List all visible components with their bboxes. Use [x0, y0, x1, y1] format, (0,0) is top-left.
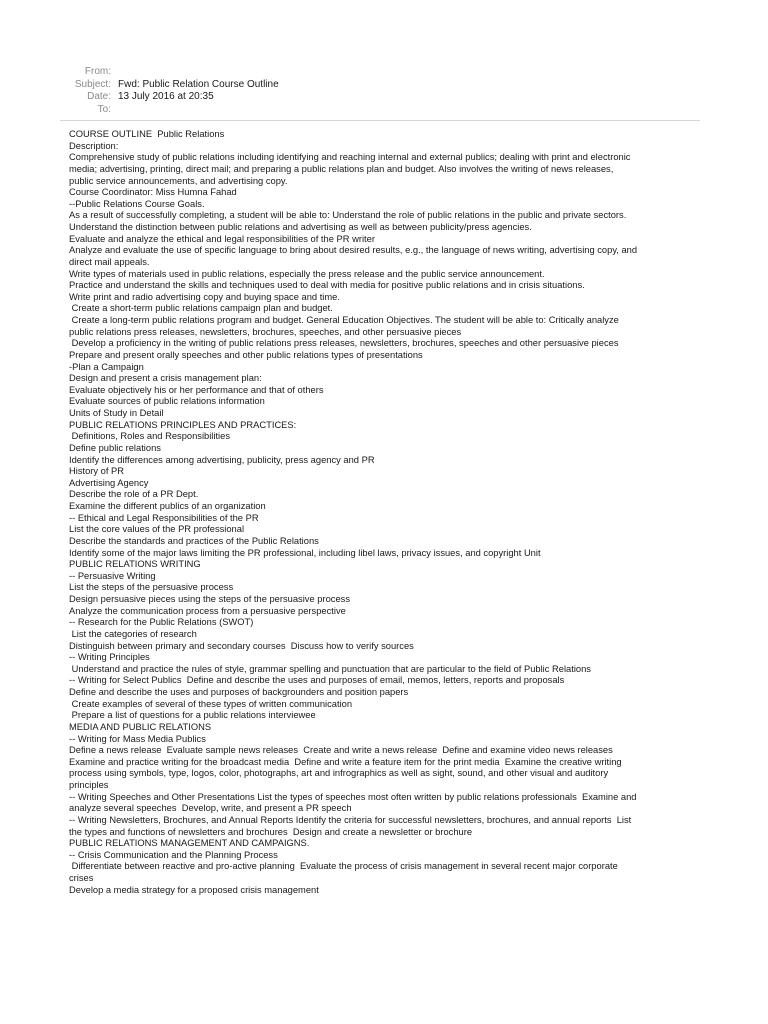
body-line: Define public relations: [69, 442, 161, 453]
body-line: -Plan a Campaign: [69, 361, 144, 372]
body-line: List the core values of the PR professional: [69, 524, 245, 535]
body-line: Units of Study in Detail: [69, 408, 164, 418]
body-line: -- Research for the Public Relations (SWOT): [69, 617, 254, 628]
email-header: [60, 66, 700, 116]
body-line: -- Crisis Communication and the Planning Process: [69, 849, 278, 860]
body-line: -- Writing for Mass Media Publics: [69, 733, 206, 744]
body-line: Evaluate and analyze the ethical and legal responsibilities of the PR writer: [69, 233, 375, 244]
subject-label: Subject:: [74, 78, 111, 90]
body-line: Distinguish between primary and secondary courses Discuss how to verify sources: [69, 640, 414, 651]
body-line: Create examples of several of these types of written communication: [69, 698, 353, 709]
body-line: History of PR: [69, 466, 125, 477]
body-line: Advertising Agency: [69, 477, 149, 488]
body-line: Understand and practice the rules of style, grammar spelling and punctuation that are particular to the field of Public Relations: [69, 663, 591, 674]
body-line: Examine the different publics of an organization: [69, 501, 266, 511]
body-line: Develop a proficiency in the writing of public relations press releases, newsletters, brochures, speeches and other persuasive pieces: [69, 338, 619, 349]
body-line: Course Coordinator: Miss Humna Fahad: [69, 187, 237, 198]
date-row: [60, 91, 700, 104]
body-line: Identify the differences among advertising, publicity, press agency and PR: [69, 454, 375, 465]
body-line: PUBLIC RELATIONS PRINCIPLES AND PRACTICES:: [69, 419, 297, 430]
body-line: List the steps of the persuasive process: [69, 582, 234, 593]
from-label: From:: [84, 66, 111, 77]
date-value: 13 July 2016 at 20:35: [118, 91, 214, 102]
subject-value: Fwd: Public Relation Course Outline: [118, 78, 279, 90]
subject-row: [60, 79, 700, 92]
body-line: -- Ethical and Legal Responsibilities of the PR: [69, 512, 259, 523]
body-line: Practice and understand the skills and techniques used to deal with media for positive public relations and in crisis situations.: [69, 280, 585, 291]
body-line: As a result of successfully completing, a student will be able to: Understand the role of public relations in the public and private sectors.: [69, 210, 627, 221]
body-line: Describe the standards and practices of the Public Relations: [69, 535, 319, 546]
body-line: Comprehensive study of public relations including identifying and reaching internal and external publics; dealing with print and electronic: [69, 152, 631, 163]
to-label: To:: [97, 103, 111, 115]
body-line: -- Writing Speeches and Other Presentations List the types of speeches most often written by public relations professionals Examine and: [69, 791, 637, 802]
date-label: Date:: [87, 91, 111, 102]
body-line: Examine and practice writing for the broadcast media Define and write a feature item for the print media Examine the creative writing: [69, 756, 622, 767]
body-line: Prepare a list of questions for a public relations interviewee: [69, 710, 316, 721]
from-value: [111, 66, 118, 79]
body-line: Evaluate sources of public relations information: [69, 396, 265, 407]
body-line: -- Writing Newsletters, Brochures, and Annual Reports Identify the criteria for successful newsletters, brochures, and annual reports List: [69, 814, 632, 825]
body-line: Describe the role of a PR Dept.: [69, 489, 199, 500]
body-line: Write types of materials used in public relations, especially the press release and the public service announcement.: [69, 268, 545, 279]
body-line: Define a news release Evaluate sample news releases Create and write a news release Define and examine video news releases: [69, 745, 613, 756]
body-line: Design and present a crisis management plan:: [69, 373, 262, 384]
body-line: analyze several speeches Develop, write, and present a PR speech: [69, 803, 352, 814]
body-line: MEDIA AND PUBLIC RELATIONS: [69, 721, 212, 732]
body-line: Develop a media strategy for a proposed crisis management: [69, 884, 319, 895]
body-line: Define and describe the uses and purposes of backgrounders and position papers: [69, 687, 409, 697]
body-line: Analyze the communication process from a persuasive perspective: [69, 605, 346, 616]
body-line: -- Writing for Select Publics Define and describe the uses and purposes of email, memos, letters, reports and proposals: [69, 675, 565, 686]
body-line: Prepare and present orally speeches and other public relations types of presentations: [69, 349, 423, 360]
body-line: Analyze and evaluate the use of specific language to bring about desired results, e.g., the language of news writing, advertising copy, and: [69, 245, 638, 256]
to-row: [60, 104, 700, 117]
body-line: public relations press releases, newsletters, brochures, speeches, and other persuasive pieces: [69, 326, 462, 337]
header-divider: [60, 120, 700, 121]
body-line: process using symbols, type, logos, color, photographs, art and infrographics as well as sight, sound, and other visual and auditory: [69, 768, 609, 779]
body-line: -- Persuasive Writing: [69, 570, 156, 581]
body-line: media; advertising, printing, direct mail; and preparing a public relations plan and budget. Also involves the writing of news releases,: [69, 163, 614, 174]
body-line: public service announcements, and advertising copy.: [69, 175, 288, 186]
body-line: principles: [69, 780, 109, 790]
body-line: Differentiate between reactive and pro-active planning Evaluate the process of crisis management in several recent major corporate: [69, 861, 618, 872]
to-value: [111, 104, 118, 117]
body-line: direct mail appeals.: [69, 256, 150, 267]
body-line: Write print and radio advertising copy and buying space and time.: [69, 291, 340, 302]
body-line: crises: [69, 873, 94, 883]
body-line: Description:: [69, 140, 119, 151]
body-line: Create a long-term public relations program and budget. General Education Objectives. The student will be able to: Critically analyze: [69, 315, 619, 325]
body-line: the types and functions of newsletters and brochures Design and create a newsletter or brochure: [69, 826, 473, 837]
body-line: --Public Relations Course Goals.: [69, 198, 205, 209]
body-line: Design persuasive pieces using the steps of the persuasive process: [69, 594, 350, 604]
body-line: -- Writing Principles: [69, 652, 150, 663]
body-line: Evaluate objectively his or her performance and that of others: [69, 384, 324, 395]
body-line: Create a short-term public relations campaign plan and budget.: [69, 303, 333, 314]
email-body: [69, 129, 709, 896]
from-row: [60, 66, 700, 79]
body-line: List the categories of research: [69, 628, 197, 639]
body-line: Identify some of the major laws limiting the PR professional, including libel laws, privacy issues, and copyright Unit: [69, 547, 541, 558]
body-line: Definitions, Roles and Responsibilities: [69, 431, 231, 442]
body-line: PUBLIC RELATIONS WRITING: [69, 559, 201, 570]
body-line: Understand the distinction between public relations and advertising as well as between publicity/press agencies.: [69, 222, 532, 232]
body-line: PUBLIC RELATIONS MANAGEMENT AND CAMPAIGNS.: [69, 838, 310, 849]
body-line: COURSE OUTLINE Public Relations: [69, 129, 225, 139]
